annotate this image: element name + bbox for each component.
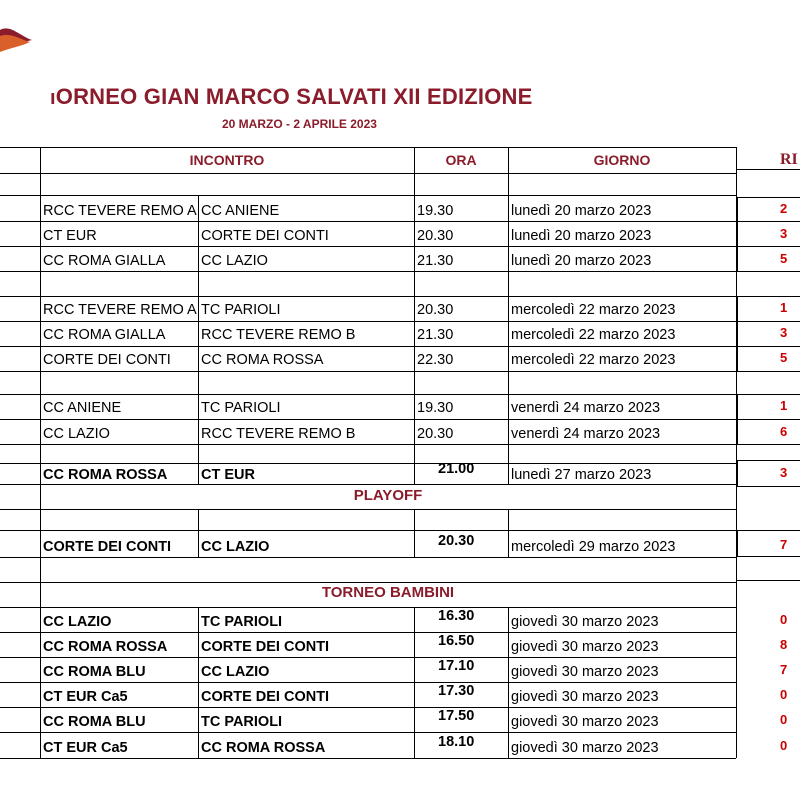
table-rule [736,346,800,347]
table-rule [736,371,800,372]
match-score: 7 [780,537,788,552]
table-rule [508,509,509,557]
match-day: lunedì 20 marzo 2023 [511,203,652,219]
table-rule [736,321,800,322]
table-rule [736,271,800,272]
match-away-team: TC PARIOLI [201,714,283,730]
match-day: mercoledì 22 marzo 2023 [511,302,676,318]
section-playoff-label: PLAYOFF [353,487,423,504]
table-rule [0,657,736,658]
table-rule [198,607,199,758]
table-rule [198,509,199,557]
match-day: mercoledì 22 marzo 2023 [511,327,676,343]
table-rule [0,732,736,733]
match-day: venerdì 24 marzo 2023 [511,400,661,416]
table-rule [0,221,736,222]
table-rule [736,530,800,531]
table-rule [736,419,800,420]
match-home-team: CT EUR [43,228,97,244]
match-away-team: CC ROMA ROSSA [201,352,324,368]
match-score: 5 [780,350,788,365]
table-rule [0,530,736,531]
table-rule [0,346,736,347]
match-day: giovedì 30 marzo 2023 [511,639,659,655]
match-home-team: CORTE DEI CONTI [43,352,171,368]
match-away-team: CC ROMA ROSSA [201,740,326,756]
match-home-team: CC ROMA GIALLA [43,327,166,343]
table-rule [0,607,736,608]
column-header-risultato: RI [780,151,798,168]
table-rule [736,460,800,461]
table-rule [0,371,736,372]
table-rule [0,707,736,708]
match-home-team: CC ROMA BLU [43,714,146,730]
table-rule [736,197,738,271]
table-rule [0,557,736,558]
match-score: 2 [780,201,788,216]
match-home-team: CT EUR Ca5 [43,740,128,756]
match-time: 21.00 [438,461,475,477]
match-home-team: CC ROMA BLU [43,664,146,680]
match-time: 17.30 [438,683,475,699]
table-rule [0,147,736,148]
table-rule [414,509,415,557]
table-rule [0,632,736,633]
table-rule [198,195,199,484]
match-time: 20.30 [438,533,475,549]
match-away-team: CORTE DEI CONTI [201,228,329,244]
table-rule [736,197,800,198]
match-score: 0 [780,738,788,753]
table-rule [736,246,800,247]
match-away-team: CC ANIENE [201,203,280,219]
match-score: 1 [780,398,788,413]
match-score: 0 [780,612,788,627]
match-away-team: CORTE DEI CONTI [201,639,330,655]
table-rule [414,147,415,484]
table-rule [0,419,736,420]
match-home-team: CC LAZIO [43,614,112,630]
table-rule [0,246,736,247]
match-time: 19.30 [417,203,454,219]
match-day: lunedì 27 marzo 2023 [511,467,652,483]
table-rule [736,221,800,222]
table-rule [0,444,736,445]
match-day: giovedì 30 marzo 2023 [511,740,659,756]
table-rule [736,394,738,444]
match-day: mercoledì 22 marzo 2023 [511,352,676,368]
table-rule [508,147,509,484]
match-time: 20.30 [417,302,454,318]
match-time: 20.30 [417,228,454,244]
match-time: 17.10 [438,658,475,674]
match-time: 21.30 [417,253,454,269]
match-day: mercoledì 29 marzo 2023 [511,539,676,555]
match-day: venerdì 24 marzo 2023 [511,426,661,442]
match-day: lunedì 20 marzo 2023 [511,228,652,244]
match-time: 17.50 [438,708,475,724]
column-header-ora: ORA [445,152,477,168]
column-header-incontro: INCONTRO [189,152,265,168]
match-home-team: RCC TEVERE REMO A [43,302,197,318]
match-home-team: CC ROMA ROSSA [43,467,168,483]
match-home-team: RCC TEVERE REMO A [43,203,197,219]
table-rule [736,556,800,557]
match-score: 7 [780,662,788,677]
table-rule [0,173,736,174]
match-time: 20.30 [417,426,454,442]
match-away-team: CC LAZIO [201,664,270,680]
table-rule [736,169,800,170]
match-away-team: TC PARIOLI [201,614,283,630]
table-rule [0,463,736,464]
page-title: ıORNEO GIAN MARCO SALVATI XII EDIZIONE [50,84,533,109]
table-rule [0,321,736,322]
match-score: 3 [780,325,788,340]
match-home-team: CC ANIENE [43,400,122,416]
match-day: giovedì 30 marzo 2023 [511,664,659,680]
table-rule [0,509,736,510]
match-day: giovedì 30 marzo 2023 [511,714,659,730]
match-home-team: CT EUR Ca5 [43,689,128,705]
table-rule [508,607,509,758]
match-score: 1 [780,300,788,315]
match-time: 21.30 [417,327,454,343]
match-day: lunedì 20 marzo 2023 [511,253,652,269]
match-away-team: CORTE DEI CONTI [201,689,330,705]
match-score: 8 [780,637,788,652]
match-away-team: CC LAZIO [201,253,268,269]
match-score: 3 [780,226,788,241]
table-rule [0,758,736,759]
table-rule [736,530,738,556]
match-day: giovedì 30 marzo 2023 [511,614,659,630]
match-day: giovedì 30 marzo 2023 [511,689,659,705]
match-time: 19.30 [417,400,454,416]
table-rule [414,607,415,758]
club-logo-icon [0,22,40,58]
section-bambini-label: TORNEO BAMBINI [321,584,455,601]
match-home-team: CORTE DEI CONTI [43,539,172,555]
match-away-team: RCC TEVERE REMO B [201,426,356,442]
table-rule [736,296,800,297]
match-away-team: RCC TEVERE REMO B [201,327,356,343]
match-away-team: TC PARIOLI [201,302,281,318]
match-score: 3 [780,465,788,480]
table-rule [0,394,736,395]
match-away-team: CC LAZIO [201,539,270,555]
match-away-team: CT EUR [201,467,255,483]
match-home-team: CC ROMA GIALLA [43,253,166,269]
table-rule [0,271,736,272]
match-score: 0 [780,712,788,727]
table-rule [736,460,738,486]
match-time: 18.10 [438,734,475,750]
match-time: 16.30 [438,608,475,624]
table-rule [736,580,800,581]
table-rule [40,147,41,758]
table-rule [736,296,738,371]
match-time: 16.50 [438,633,475,649]
match-score: 5 [780,251,788,266]
table-rule [736,394,800,395]
table-rule [736,444,800,445]
page-subtitle: 20 MARZO - 2 APRILE 2023 [222,117,377,131]
match-home-team: CC LAZIO [43,426,110,442]
column-header-giorno: GIORNO [593,152,651,168]
table-rule [0,195,736,196]
match-score: 0 [780,687,788,702]
table-rule [736,486,800,487]
table-rule [0,296,736,297]
match-away-team: TC PARIOLI [201,400,281,416]
match-score: 6 [780,424,788,439]
match-time: 22.30 [417,352,454,368]
match-home-team: CC ROMA ROSSA [43,639,168,655]
table-rule [0,682,736,683]
